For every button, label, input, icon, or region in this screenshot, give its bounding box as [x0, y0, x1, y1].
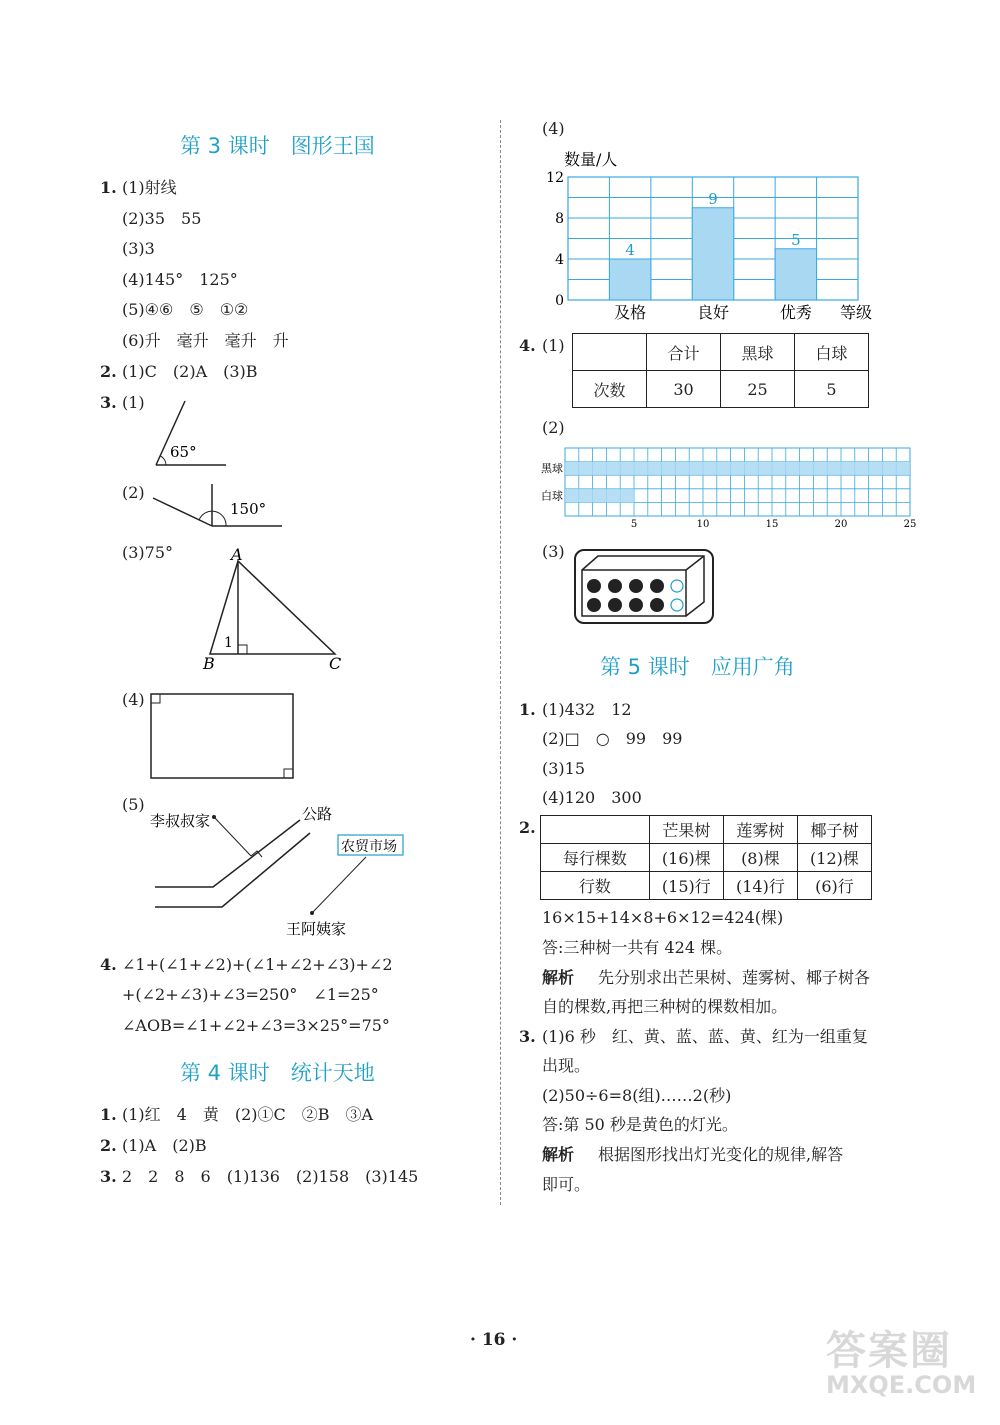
ball-count-table — [572, 333, 869, 408]
watermark-top: 答案圈 — [826, 1328, 952, 1374]
s4-q1-answer: (1)红 4 黄 (2)①C ②B ③A — [122, 1105, 374, 1124]
s5-q3-line-1: (1)6 秒 红、黄、蓝、蓝、黄、红为一组重复 — [542, 1027, 868, 1046]
table1-cell-white: 5 — [795, 371, 869, 408]
chart-data-label: 5 — [791, 230, 801, 249]
table2-row1-label: 每行棵数 — [541, 844, 650, 872]
q3-part4-label: (4) — [122, 690, 145, 709]
s5-q3-analysis-label: 解析 — [542, 1145, 575, 1164]
s5-q2-number: 2. — [519, 818, 536, 837]
q1-line-3: (3)3 — [122, 239, 155, 258]
s5-q3-line-2: 出现。 — [542, 1056, 591, 1075]
chart-category-label: 及格 — [614, 303, 647, 322]
angle-65-figure — [140, 395, 240, 475]
chart-x-axis-label: 等级 — [840, 303, 873, 322]
hbar-x-ticks — [631, 519, 917, 530]
angle-150-figure — [145, 480, 290, 535]
s5-q1-line-3: (3)15 — [542, 759, 586, 778]
s5-q3-analysis-line-2: 即可。 — [542, 1175, 591, 1194]
s4-q3-number: 3. — [100, 1167, 117, 1186]
hbar-tick-label: 20 — [834, 519, 848, 530]
q4-right-number: 4. — [519, 336, 536, 355]
s5-q1-line-1: (1)432 12 — [542, 700, 632, 719]
rectangle-figure — [145, 690, 300, 785]
s4-q3-answer: 2 2 8 6 (1)136 (2)158 (3)145 — [122, 1167, 419, 1186]
road-label: 公路 — [302, 805, 333, 823]
s5-q1-line-4: (4)120 300 — [542, 788, 642, 807]
angle-1-label: 1 — [224, 635, 233, 651]
section-3-title: 第 3 课时 图形王国 — [180, 134, 375, 158]
chart-data-label: 4 — [625, 241, 635, 259]
q1-line-5: (5)④⑥ ⑤ ①② — [122, 300, 249, 319]
hbar-tick-label: 15 — [765, 519, 779, 530]
table2-header-wax-apple: 莲雾树 — [723, 816, 797, 844]
s5-q2-analysis-line-2: 自的棵数,再把三种树的棵数相加。 — [542, 997, 788, 1016]
s5-q3-number: 3. — [519, 1027, 536, 1046]
chart-y-tick-label: 4 — [555, 252, 564, 268]
s5-q1-number: 1. — [519, 700, 536, 719]
q3-number: 3. — [100, 393, 117, 412]
hbar-row-labels — [541, 461, 563, 502]
s4-q2-answer: (1)A (2)B — [122, 1136, 207, 1155]
q1-number: 1. — [100, 178, 117, 197]
table1-header-white: 白球 — [795, 334, 869, 371]
li-uncle-home-label: 李叔叔家 — [150, 812, 211, 830]
table2-row2-mango: (15)行 — [649, 872, 723, 900]
q3-part2-label: (2) — [122, 483, 145, 502]
vertex-c-label: C — [329, 654, 342, 673]
table2-header-empty — [541, 816, 650, 844]
s5-q3-analysis-line-1: 根据图形找出灯光变化的规律,解答 — [598, 1145, 844, 1164]
q3-part3-label: (3)75° — [122, 543, 174, 562]
table2-header-mango: 芒果树 — [649, 816, 723, 844]
bar-chart — [530, 140, 890, 330]
table2-row2-label: 行数 — [541, 872, 650, 900]
table1-row-label: 次数 — [573, 371, 647, 408]
chart-y-tick-label: 0 — [555, 293, 564, 309]
chart-bar — [609, 259, 650, 300]
table1-cell-black: 25 — [721, 371, 795, 408]
hbar-bars — [565, 462, 910, 503]
q4-right-part3: (3) — [542, 542, 565, 561]
chart-bar — [775, 249, 816, 300]
hbar-tick-label: 25 — [903, 519, 917, 530]
hbar-bar — [565, 462, 910, 476]
chart-category-label: 优秀 — [779, 303, 812, 322]
vertex-a-label: A — [231, 545, 243, 564]
q1-line-1: (1)射线 — [122, 178, 177, 197]
q3-part5-label: (5) — [122, 795, 145, 814]
table1-header-black: 黑球 — [721, 334, 795, 371]
q1-line-6: (6)升 毫升 毫升 升 — [122, 331, 289, 350]
s5-q3-line-4: 答:第 50 秒是黄色的灯光。 — [542, 1115, 738, 1134]
section-5-title: 第 5 课时 应用广角 — [600, 655, 795, 679]
watermark-bottom: MXQE.COM — [826, 1371, 977, 1399]
chart-y-tick-label: 8 — [555, 211, 564, 227]
s5-q2-analysis-label: 解析 — [542, 968, 575, 987]
s4-q2-number: 2. — [100, 1136, 117, 1155]
table1-header-empty — [573, 334, 647, 371]
table2-header-coconut: 椰子树 — [797, 816, 871, 844]
table1-cell-total: 30 — [647, 371, 721, 408]
q4-line-2: +(∠2+∠3)+∠3=250° ∠1=25° — [122, 985, 379, 1004]
q4-right-part1: (1) — [542, 336, 565, 355]
chart-category-label: 良好 — [696, 303, 730, 322]
table1-header-total: 合计 — [647, 334, 721, 371]
hbar-plot-frame — [565, 448, 910, 516]
hbar-row-label: 白球 — [541, 489, 563, 503]
q3-part1-label: (1) — [122, 393, 145, 412]
hbar-grid — [565, 448, 910, 516]
tree-table — [540, 815, 872, 900]
q1-line-4: (4)145° 125° — [122, 270, 238, 289]
chart-y-axis-label: 数量/人 — [564, 150, 618, 169]
angle-150-label: 150° — [230, 500, 267, 518]
q4-number: 4. — [100, 955, 117, 974]
watermark — [826, 1330, 976, 1398]
table2-row1-mango: (16)棵 — [649, 844, 723, 872]
table2-row1-wax-apple: (8)棵 — [723, 844, 797, 872]
s5-q2-analysis-line-1: 先分别求出芒果树、莲雾树、椰子树各 — [598, 968, 871, 987]
hbar-tick-label: 10 — [696, 519, 710, 530]
section-4-title: 第 4 课时 统计天地 — [180, 1061, 375, 1085]
hbar-tick-label: 5 — [630, 519, 638, 530]
ball-box-figure — [572, 545, 717, 627]
horizontal-bar-chart — [535, 442, 920, 532]
q4-line-3: ∠AOB=∠1+∠2+∠3=3×25°=75° — [122, 1016, 390, 1035]
column-divider — [500, 120, 501, 1205]
q1-line-2: (2)35 55 — [122, 209, 202, 228]
q2-number: 2. — [100, 362, 117, 381]
chart-x-categories — [614, 303, 812, 322]
s5-q1-line-2: (2)□ ○ 99 99 — [542, 729, 683, 748]
triangle-figure — [195, 545, 355, 675]
q2-answer: (1)C (2)A (3)B — [122, 362, 258, 381]
wang-aunt-home-label: 王阿姨家 — [286, 920, 347, 938]
vertex-b-label: B — [203, 654, 215, 673]
chart-y-ticks — [546, 170, 564, 309]
table2-row2-coconut: (6)行 — [797, 872, 871, 900]
road-map-figure — [140, 795, 440, 945]
chart-bar — [692, 208, 733, 300]
part4-label: (4) — [542, 119, 565, 138]
chart-bars — [609, 190, 816, 300]
angle-65-label: 65° — [170, 443, 197, 461]
s5-q2-answer: 答:三种树一共有 424 棵。 — [542, 938, 733, 957]
s5-q3-line-3: (2)50÷6=8(组)……2(秒) — [542, 1086, 732, 1105]
chart-y-tick-label: 12 — [546, 170, 564, 186]
table2-row1-coconut: (12)棵 — [797, 844, 871, 872]
table2-row2-wax-apple: (14)行 — [723, 872, 797, 900]
hbar-bar — [565, 489, 634, 503]
hbar-row-label: 黑球 — [541, 462, 563, 476]
chart-data-label: 9 — [708, 189, 718, 208]
s5-q2-calculation: 16×15+14×8+6×12=424(棵) — [542, 908, 784, 927]
market-label: 农贸市场 — [341, 839, 397, 855]
q4-right-part2: (2) — [542, 418, 565, 437]
s4-q1-number: 1. — [100, 1105, 117, 1124]
page-number: · 16 · — [470, 1330, 518, 1350]
q4-line-1: ∠1+(∠1+∠2)+(∠1+∠2+∠3)+∠2 — [122, 955, 393, 974]
